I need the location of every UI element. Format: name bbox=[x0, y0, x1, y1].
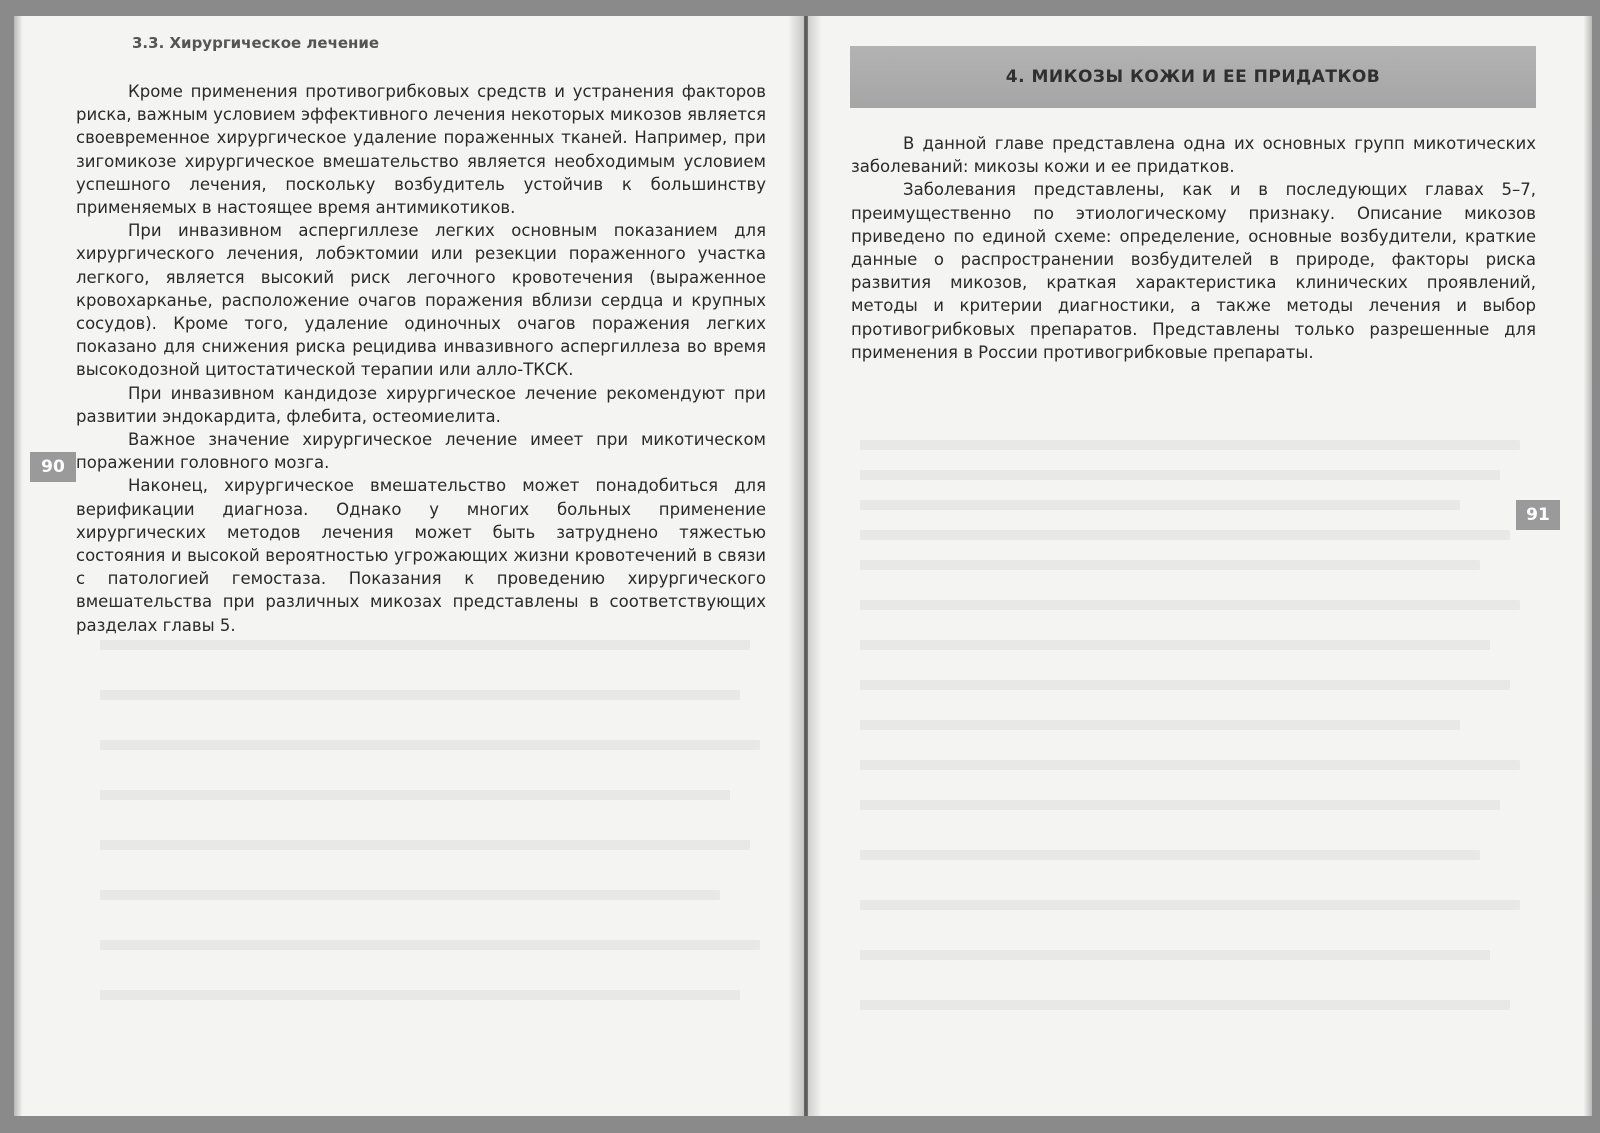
paragraph: Важное значение хирургическое лечение имеет при микотическом поражении головного мозга. bbox=[76, 430, 766, 473]
paragraph: В данной главе представлена одна их основных групп микотических заболеваний: микозы кожи и ее придатков. bbox=[851, 134, 1536, 177]
right-page-edge bbox=[1584, 16, 1592, 1116]
left-page-edge bbox=[14, 16, 22, 1116]
paragraph: Наконец, хирургическое вмешательство может понадобиться для верификации диагноза. Однако у многих больных применение хирургических методов лечения может быть затруднено тяжестью состояния и высокой вероятностью угрожающих жизни кровотечений в связи с патологией гемостаза. Показания к проведению хирургического вмешательства при различных микозах представлены в соответствующих разделах главы 5. bbox=[76, 476, 766, 635]
right-page-body bbox=[851, 132, 1536, 364]
paragraph: Кроме применения противогрибковых средств и устранения факторов риска, важным условием эффективного лечения некоторых микозов является своевременное хирургическое удаление пораженных тканей. Например, при зигомикозе хирургическое вмешательство является необходимым условием успешного лечения, поскольку возбудитель устойчив к большинству применяемых в настоящее время антимикотиков. bbox=[76, 82, 766, 218]
page-number-left: 90 bbox=[30, 452, 76, 482]
chapter-title: 4. МИКОЗЫ КОЖИ И ЕЕ ПРИДАТКОВ bbox=[850, 46, 1536, 108]
paragraph: Заболевания представлены, как и в последующих главах 5–7, преимущественно по этиологическому признаку. Описание микозов приведено по единой схеме: определение, основные возбудители, краткие данные о распространении возбудителей в природе, факторы риска развития микозов, краткая характеристика клинических проявлений, методы и критерии диагностики, а также методы лечения и выбор противогрибковых препаратов. Представлены только разрешенные для применения в России противогрибковые препараты. bbox=[851, 180, 1536, 362]
paragraph: При инвазивном кандидозе хирургическое лечение рекомендуют при развитии эндокардита, флебита, остеомиелита. bbox=[76, 383, 766, 426]
page-number-right: 91 bbox=[1516, 500, 1560, 530]
section-heading: 3.3. Хирургическое лечение bbox=[132, 34, 380, 52]
left-page-body bbox=[76, 80, 766, 637]
paragraph: При инвазивном аспергиллезе легких основным показанием для хирургического лечения, лобэктомии или резекции пораженного участка легкого, является высокий риск легочного кровотечения (выраженное кровохарканье, расположение очагов поражения вблизи сердца и крупных сосудов). Кроме того, удаление одиночных очагов поражения легких показано для снижения риска рецидива инвазивного аспергиллеза во время высокодозной цитостатической терапии или алло-ТКСК. bbox=[76, 221, 766, 380]
book-gutter bbox=[788, 16, 822, 1116]
